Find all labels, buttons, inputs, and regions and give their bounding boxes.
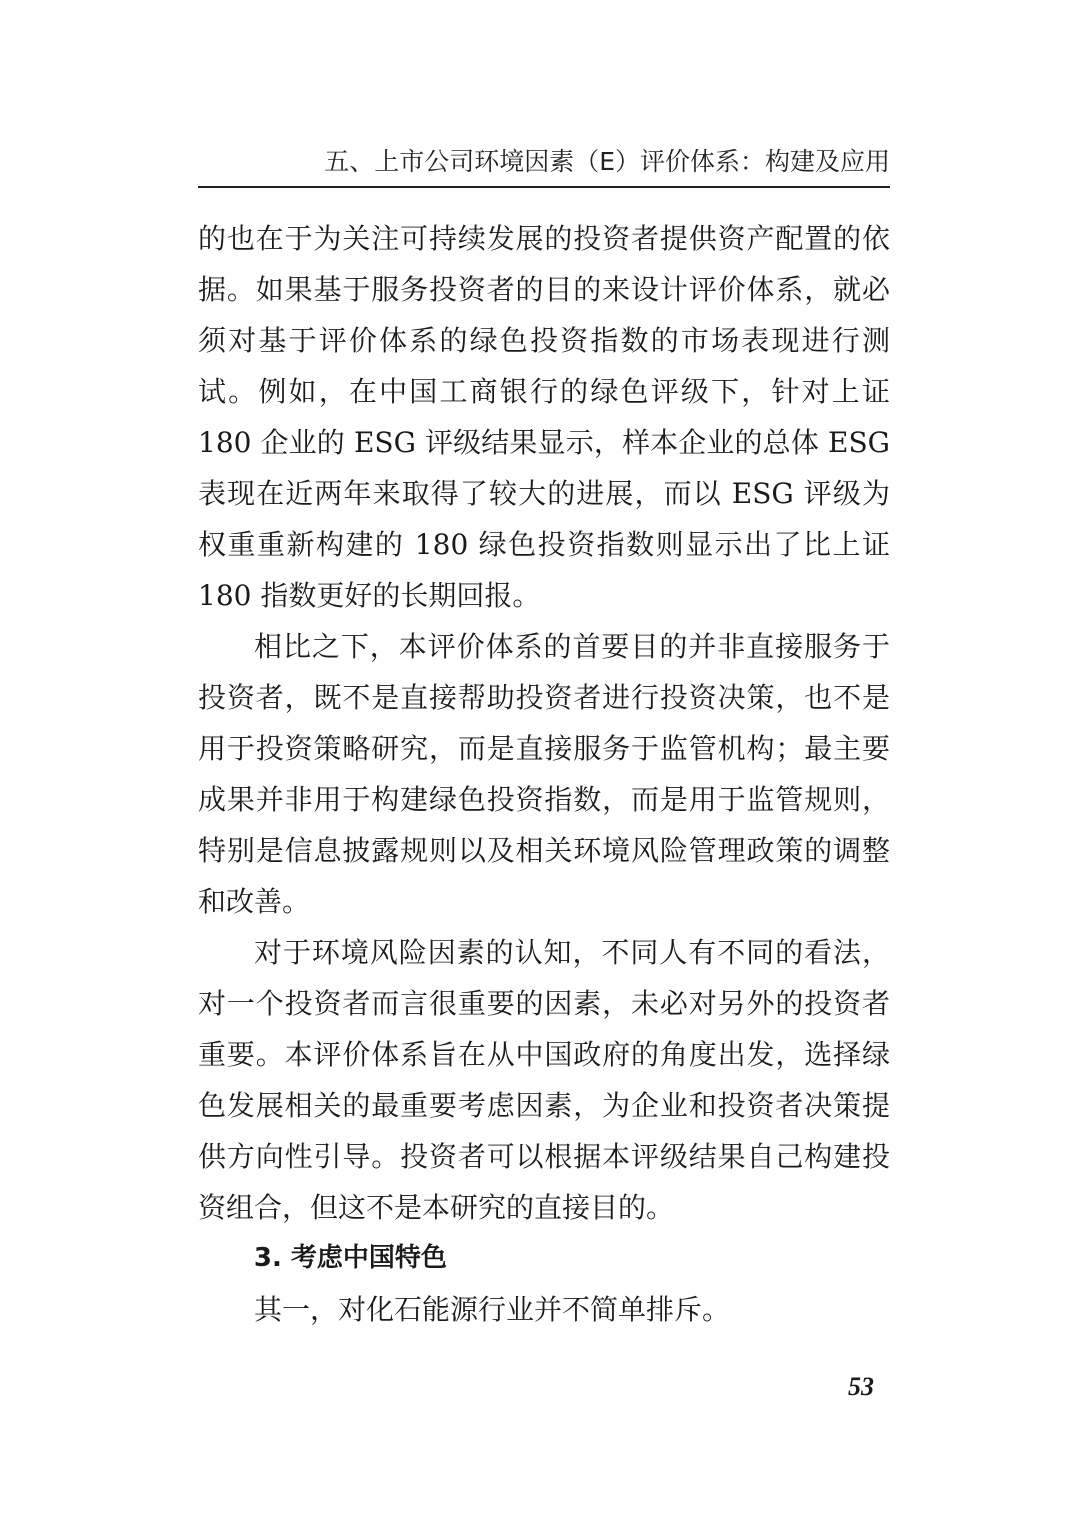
header-rule <box>198 186 890 188</box>
body-paragraph: 对于环境风险因素的认知，不同人有不同的看法，对一个投资者而言很重要的因素，未必对另外的投资者重要。本评价体系旨在从中国政府的角度出发，选择绿色发展相关的最重要考虑因素，为企业和投资者决策提供方向性引导。投资者可以根据本评级结果自己构建投资组合，但这不是本研究的直接目的。 <box>198 936 890 1224</box>
section-heading: 3. 考虑中国特色 <box>253 1243 447 1273</box>
page-number: 53 <box>848 1372 874 1401</box>
body-text <box>198 213 890 1335</box>
body-paragraph: 其一，对化石能源行业并不简单排斥。 <box>254 1293 731 1326</box>
running-header: 五、上市公司环境因素（E）评价体系：构建及应用 <box>324 147 890 176</box>
body-paragraph: 相比之下，本评价体系的首要目的并非直接服务于投资者，既不是直接帮助投资者进行投资决策，也不是用于投资策略研究，而是直接服务于监管机构；最主要成果并非用于构建绿色投资指数，而是用于监管规则，特别是信息披露规则以及相关环境风险管理政策的调整和改善。 <box>198 630 890 918</box>
body-paragraph: 的也在于为关注可持续发展的投资者提供资产配置的依据。如果基于服务投资者的目的来设计评价体系，就必须对基于评价体系的绿色投资指数的市场表现进行测试。例如，在中国工商银行的绿色评级下，针对上证 180 企业的 ESG 评级结果显示，样本企业的总体 ESG 表现在近两年来取得了较大的进展，而以 ESG 评级为权重重新构建的 180 绿色投资指数则显示出了比上证 180 指数更好的长期回报。 <box>198 222 890 612</box>
